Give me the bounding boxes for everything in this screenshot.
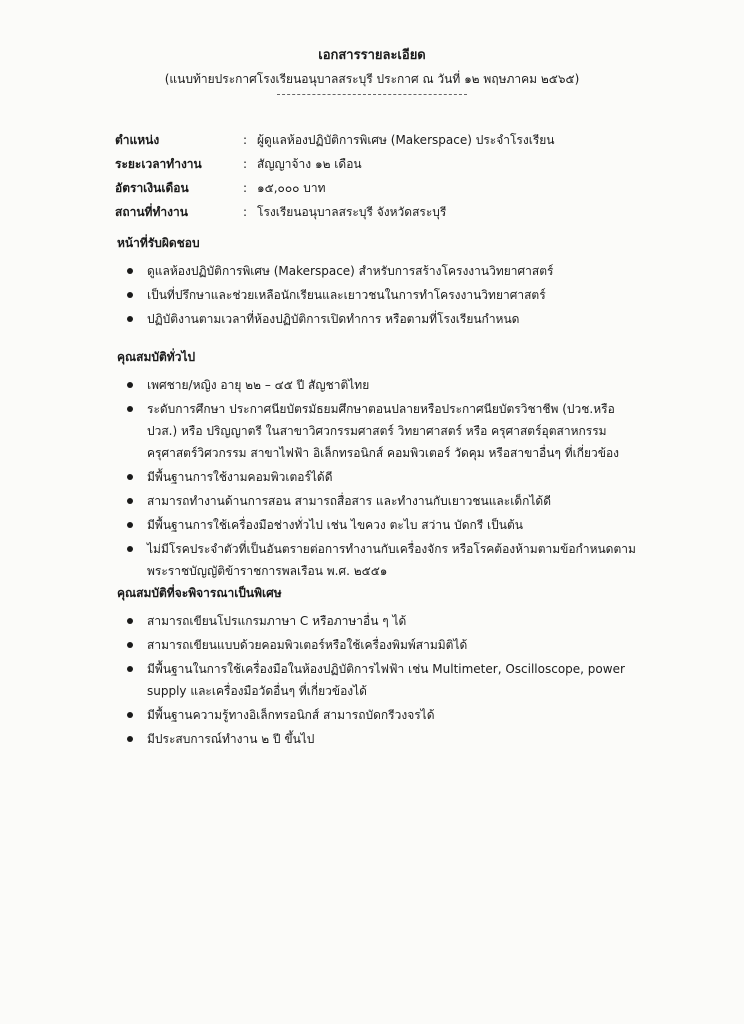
list-item-text: มีประสบการณ์ทำงาน ๒ ปี ขึ้นไป [147,732,315,746]
list-item [117,728,637,750]
list-item [117,514,637,536]
info-colon: : [243,157,248,171]
bullet-list [117,374,637,582]
info-value: ผู้ดูแลห้องปฏิบัติการพิเศษ (Makerspace) ประจำโรงเรียน [257,133,555,147]
list-item [117,260,637,282]
job-info [115,128,555,224]
section-preferred-qualifications [117,582,637,752]
list-item-text: ดูแลห้องปฏิบัติการพิเศษ (Makerspace) สำหรับการสร้างโครงงานวิทยาศาสตร์ [147,264,554,278]
bullet-icon [127,666,133,672]
list-item-text: สามารถทำงานด้านการสอน สามารถสื่อสาร และทำงานกับเยาวชนและเด็กได้ดี [147,494,552,508]
bullet-icon [127,292,133,298]
list-item-text: สามารถเขียนแบบด้วยคอมพิวเตอร์หรือใช้เครื่องพิมพ์สามมิติได้ [147,638,468,652]
list-item [117,374,637,396]
list-item [117,398,637,464]
info-colon: : [243,181,248,195]
info-colon: : [243,133,248,147]
list-item [117,466,637,488]
document-subtitle: (แนบท้ายประกาศโรงเรียนอนุบาลสระบุรี ประกาศ ณ วันที่ ๑๒ พฤษภาคม ๒๕๖๕) [164,72,580,86]
info-label: ตำแหน่ง [115,133,160,147]
bullet-icon [127,736,133,742]
list-item [117,308,637,330]
list-item [117,634,637,656]
list-item [117,658,637,702]
bullet-icon [127,522,133,528]
bullet-icon [127,712,133,718]
list-item-text: สามารถเขียนโปรแกรมภาษา C หรือภาษาอื่น ๆ ได้ [147,614,407,628]
bullet-icon [127,474,133,480]
list-item-text: มีพื้นฐานการใช้เครื่องมือช่างทั่วไป เช่น ไขควง ตะไบ สว่าน บัดกรี เป็นต้น [147,518,523,532]
bullet-icon [127,406,133,412]
list-item [117,610,637,632]
list-item-text: เพศชาย/หญิง อายุ ๒๒ – ๔๕ ปี สัญชาติไทย [147,378,370,392]
section-responsibilities [117,232,637,332]
bullet-icon [127,642,133,648]
bullet-icon [127,382,133,388]
info-value: ๑๕,๐๐๐ บาท [257,181,326,195]
section-heading: หน้าที่รับผิดชอบ [117,236,200,250]
list-item-text: ไม่มีโรคประจำตัวที่เป็นอันตรายต่อการทำงานกับเครื่องจักร หรือโรคต้องห้ามตามข้อกำหนดตาม พระราชบัญญัติข้าราชการพลเรือน พ.ศ. ๒๕๕๑ [147,542,636,578]
info-row-position [115,128,555,152]
list-item-text: มีพื้นฐานในการใช้เครื่องมือในห้องปฏิบัติการไฟฟ้า เช่น Multimeter, Oscilloscope, power supply และเครื่องมือวัดอื่นๆ ที่เกี่ยวข้องได้ [147,662,625,698]
document-header [0,46,744,95]
info-value: สัญญาจ้าง ๑๒ เดือน [257,157,362,171]
list-item-text: มีพื้นฐานการใช้งามคอมพิวเตอร์ได้ดี [147,470,333,484]
list-item-text: ระดับการศึกษา ประกาศนียบัตรมัธยมศึกษาตอนปลายหรือประกาศนียบัตรวิชาชีพ (ปวช.หรือ ปวส.) หรือ ปริญญาตรี ในสาขาวิศวกรรมศาสตร์ วิทยาศาสตร์ หรือ ครุศาสตร์อุตสาหกรรม ครุศาสตร์วิศวกรรม สาขาไฟฟ้า อิเล็กทรอนิกส์ คอมพิวเตอร์ วัดคุม หรือสาขาอื่นๆ ที่เกี่ยวข้อง [147,402,620,460]
list-item [117,284,637,306]
section-heading: คุณสมบัติที่จะพิจารณาเป็นพิเศษ [117,586,282,600]
dashed-divider [277,94,467,95]
info-label: สถานที่ทำงาน [115,205,188,219]
info-label: อัตราเงินเดือน [115,181,189,195]
section-heading: คุณสมบัติทั่วไป [117,350,196,364]
info-label: ระยะเวลาทำงาน [115,157,202,171]
section-general-qualifications [117,346,637,584]
list-item-text: มีพื้นฐานความรู้ทางอิเล็กทรอนิกส์ สามารถบัดกรีวงจรได้ [147,708,435,722]
list-item-text: เป็นที่ปรึกษาและช่วยเหลือนักเรียนและเยาวชนในการทำโครงงานวิทยาศาสตร์ [147,288,546,302]
list-item-text: ปฏิบัติงานตามเวลาที่ห้องปฏิบัติการเปิดทำการ หรือตามที่โรงเรียนกำหนด [147,312,520,326]
bullet-icon [127,268,133,274]
list-item [117,490,637,512]
bullet-icon [127,546,133,552]
info-row-salary [115,176,555,200]
bullet-icon [127,316,133,322]
info-row-location [115,200,555,224]
info-row-duration [115,152,555,176]
info-colon: : [243,205,248,219]
list-item [117,704,637,726]
bullet-list [117,260,637,330]
list-item [117,538,637,582]
bullet-icon [127,498,133,504]
bullet-list [117,610,637,750]
document-title: เอกสารรายละเอียด [318,48,426,63]
info-value: โรงเรียนอนุบาลสระบุรี จังหวัดสระบุรี [257,205,447,219]
bullet-icon [127,618,133,624]
